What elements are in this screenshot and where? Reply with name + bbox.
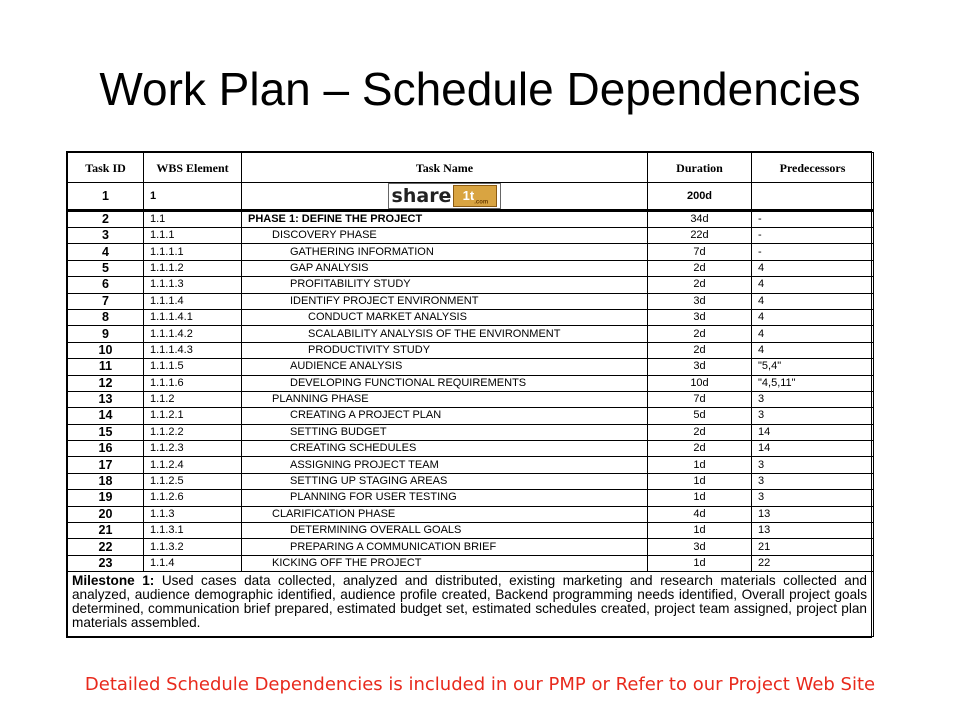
wbs-cell: 1.1.1.2 [144, 260, 242, 276]
task-name-cell: CLARIFICATION PHASE [242, 506, 648, 522]
task-name-cell: KICKING OFF THE PROJECT [242, 555, 648, 571]
task-id-cell: 3 [68, 228, 144, 244]
duration-cell: 2d [648, 326, 752, 342]
task-id-cell: 22 [68, 539, 144, 555]
predecessors-cell: 22 [752, 555, 874, 571]
task-name-cell: GATHERING INFORMATION [242, 244, 648, 260]
predecessors-cell: 3 [752, 391, 874, 407]
table-row [68, 228, 874, 244]
table-row [68, 260, 874, 276]
wbs-cell: 1.1.2.1 [144, 408, 242, 424]
task-name-cell: SETTING BUDGET [242, 424, 648, 440]
task-id-cell: 4 [68, 244, 144, 260]
duration-cell: 2d [648, 424, 752, 440]
duration-cell: 200d [648, 183, 752, 211]
task-name-cell: GAP ANALYSIS [242, 260, 648, 276]
duration-cell: 3d [648, 539, 752, 555]
task-name-cell: SETTING UP STAGING AREAS [242, 473, 648, 489]
task-name-cell: PLANNING FOR USER TESTING [242, 490, 648, 506]
logo-sub-text: .com [474, 199, 489, 206]
predecessors-cell: 4 [752, 309, 874, 325]
table-row [68, 309, 874, 325]
footer-note: Detailed Schedule Dependencies is included in our PMP or Refer to our Project Web Site [84, 674, 876, 695]
predecessors-cell: 4 [752, 293, 874, 309]
table-row [68, 211, 874, 228]
table-row [68, 506, 874, 522]
wbs-cell: 1.1.2.6 [144, 490, 242, 506]
task-id-cell: 12 [68, 375, 144, 391]
task-name-cell: PLANNING PHASE [242, 391, 648, 407]
wbs-cell: 1.1.2.2 [144, 424, 242, 440]
predecessors-cell [752, 183, 874, 211]
duration-cell: 2d [648, 260, 752, 276]
task-name-cell: ASSIGNING PROJECT TEAM [242, 457, 648, 473]
table-row [68, 375, 874, 391]
predecessors-cell: 3 [752, 457, 874, 473]
duration-cell: 5d [648, 408, 752, 424]
task-name-cell: IDENTIFY PROJECT ENVIRONMENT [242, 293, 648, 309]
wbs-cell: 1.1.1.4.1 [144, 309, 242, 325]
table-row [68, 523, 874, 539]
duration-cell: 1d [648, 555, 752, 571]
task-name-cell: SCALABILITY ANALYSIS OF THE ENVIRONMENT [242, 326, 648, 342]
task-name-cell: DEVELOPING FUNCTIONAL REQUIREMENTS [242, 375, 648, 391]
table-row [68, 473, 874, 489]
task-id-cell: 16 [68, 441, 144, 457]
task-id-cell: 7 [68, 293, 144, 309]
duration-cell: 4d [648, 506, 752, 522]
logo-box-icon [453, 185, 497, 207]
duration-cell: 7d [648, 391, 752, 407]
task-id-cell: 1 [68, 183, 144, 211]
milestone-row [68, 572, 874, 637]
header-task-name: Task Name [242, 153, 648, 183]
duration-cell: 3d [648, 309, 752, 325]
predecessors-cell: 3 [752, 473, 874, 489]
task-name-cell: PRODUCTIVITY STUDY [242, 342, 648, 358]
predecessors-cell: 3 [752, 490, 874, 506]
wbs-cell: 1.1.2.4 [144, 457, 242, 473]
header-wbs-element: WBS Element [144, 153, 242, 183]
table-row [68, 326, 874, 342]
task-id-cell: 10 [68, 342, 144, 358]
table-row [68, 457, 874, 473]
wbs-cell: 1.1.1.4.2 [144, 326, 242, 342]
table-row [68, 424, 874, 440]
task-name-cell: DISCOVERY PHASE [242, 228, 648, 244]
task-name-cell: CREATING SCHEDULES [242, 441, 648, 457]
predecessors-cell: - [752, 228, 874, 244]
duration-cell: 1d [648, 473, 752, 489]
duration-cell: 22d [648, 228, 752, 244]
wbs-cell: 1.1.3.2 [144, 539, 242, 555]
milestone-label: Milestone 1: [72, 573, 155, 589]
duration-cell: 7d [648, 244, 752, 260]
task-id-cell: 21 [68, 523, 144, 539]
table-row [68, 183, 874, 211]
wbs-cell: 1.1 [144, 211, 242, 228]
predecessors-cell: 14 [752, 441, 874, 457]
wbs-cell: 1.1.4 [144, 555, 242, 571]
wbs-cell: 1.1.1.4.3 [144, 342, 242, 358]
task-id-cell: 8 [68, 309, 144, 325]
table-row [68, 490, 874, 506]
duration-cell: 34d [648, 211, 752, 228]
predecessors-cell: "5,4" [752, 359, 874, 375]
table-row [68, 277, 874, 293]
header-task-id: Task ID [68, 153, 144, 183]
schedule-table [66, 151, 872, 638]
predecessors-cell: 13 [752, 506, 874, 522]
predecessors-cell: 3 [752, 408, 874, 424]
predecessors-cell: 4 [752, 277, 874, 293]
table-row [68, 342, 874, 358]
table-row [68, 441, 874, 457]
task-id-cell: 13 [68, 391, 144, 407]
slide-title: Work Plan – Schedule Dependencies [99, 63, 861, 115]
duration-cell: 2d [648, 342, 752, 358]
task-id-cell: 17 [68, 457, 144, 473]
logo-text: share [391, 184, 452, 207]
table-row [68, 359, 874, 375]
header-predecessors: Predecessors [752, 153, 874, 183]
wbs-cell: 1.1.1.4 [144, 293, 242, 309]
milestone-cell [68, 572, 874, 637]
wbs-cell: 1.1.1.3 [144, 277, 242, 293]
table-header-row [68, 153, 874, 183]
wbs-cell: 1.1.3.1 [144, 523, 242, 539]
predecessors-cell: 14 [752, 424, 874, 440]
header-duration: Duration [648, 153, 752, 183]
task-id-cell: 6 [68, 277, 144, 293]
task-id-cell: 14 [68, 408, 144, 424]
task-name-cell: CONDUCT MARKET ANALYSIS [242, 309, 648, 325]
wbs-cell: 1.1.1.6 [144, 375, 242, 391]
task-id-cell: 15 [68, 424, 144, 440]
task-id-cell: 5 [68, 260, 144, 276]
predecessors-cell: - [752, 244, 874, 260]
predecessors-cell: 4 [752, 342, 874, 358]
milestone-text: Used cases data collected, analyzed and distributed, existing marketing and research materials collected and analyzed, audience demographic identified, audience profile created, Backend programming needs identified, Overall project goals determined, communication brief prepared, estimated budget set, estimated schedules created, project team assigned, project plan materials assembled. [72, 573, 867, 631]
wbs-cell: 1.1.1.1 [144, 244, 242, 260]
wbs-cell: 1.1.1.5 [144, 359, 242, 375]
task-id-cell: 18 [68, 473, 144, 489]
wbs-cell: 1 [144, 183, 242, 211]
predecessors-cell: "4,5,11" [752, 375, 874, 391]
wbs-cell: 1.1.2 [144, 391, 242, 407]
table-row [68, 555, 874, 571]
table-row [68, 408, 874, 424]
task-name-cell [242, 183, 648, 211]
wbs-cell: 1.1.3 [144, 506, 242, 522]
shareit-logo [388, 183, 502, 209]
task-id-cell: 9 [68, 326, 144, 342]
duration-cell: 10d [648, 375, 752, 391]
duration-cell: 1d [648, 457, 752, 473]
task-name-cell: PROFITABILITY STUDY [242, 277, 648, 293]
task-id-cell: 2 [68, 211, 144, 228]
predecessors-cell: 4 [752, 260, 874, 276]
wbs-cell: 1.1.2.3 [144, 441, 242, 457]
wbs-cell: 1.1.2.5 [144, 473, 242, 489]
table-row [68, 539, 874, 555]
logo-box-text: 1t [462, 188, 475, 203]
table-row [68, 293, 874, 309]
duration-cell: 1d [648, 523, 752, 539]
task-id-cell: 23 [68, 555, 144, 571]
task-name-cell: CREATING A PROJECT PLAN [242, 408, 648, 424]
predecessors-cell: 21 [752, 539, 874, 555]
task-id-cell: 20 [68, 506, 144, 522]
predecessors-cell: - [752, 211, 874, 228]
task-name-cell: PREPARING A COMMUNICATION BRIEF [242, 539, 648, 555]
task-name-cell: PHASE 1: DEFINE THE PROJECT [242, 211, 648, 228]
predecessors-cell: 13 [752, 523, 874, 539]
duration-cell: 1d [648, 490, 752, 506]
task-name-cell: AUDIENCE ANALYSIS [242, 359, 648, 375]
table-row [68, 244, 874, 260]
task-name-cell: DETERMINING OVERALL GOALS [242, 523, 648, 539]
duration-cell: 2d [648, 441, 752, 457]
task-id-cell: 11 [68, 359, 144, 375]
predecessors-cell: 4 [752, 326, 874, 342]
task-id-cell: 19 [68, 490, 144, 506]
wbs-cell: 1.1.1 [144, 228, 242, 244]
duration-cell: 3d [648, 359, 752, 375]
duration-cell: 2d [648, 277, 752, 293]
duration-cell: 3d [648, 293, 752, 309]
table-row [68, 391, 874, 407]
